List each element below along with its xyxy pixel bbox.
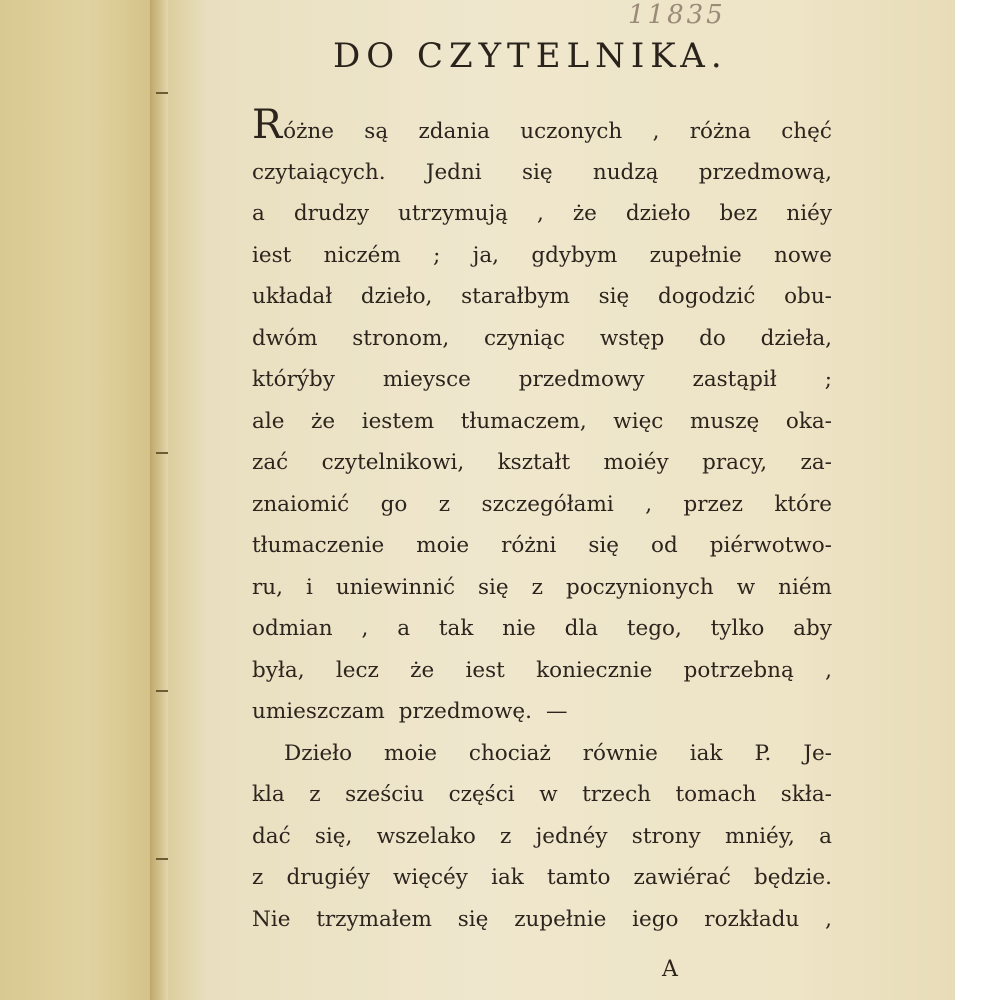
word: zać (252, 450, 289, 475)
word: będzie. (753, 865, 832, 890)
word: uniewinnić (335, 574, 456, 600)
word: dzieła, (760, 325, 832, 351)
text-line (252, 359, 832, 401)
word: części (448, 782, 515, 807)
word: skła- (780, 782, 832, 807)
word: w (539, 782, 558, 807)
text-line (252, 691, 832, 733)
word: ja, (472, 242, 499, 268)
word: lecz (335, 657, 379, 683)
text-line (252, 318, 832, 360)
word: z (500, 823, 512, 849)
word: obu- (784, 284, 832, 309)
word: , (652, 119, 660, 144)
word: dzieło, (360, 284, 433, 309)
word: się, (314, 823, 353, 849)
word: chociaż (468, 740, 551, 766)
text-line (252, 650, 832, 692)
word: aby (793, 616, 832, 641)
binding-mark (156, 690, 168, 692)
word: Jedni (425, 159, 482, 185)
word: którýby (252, 367, 335, 392)
word: niéy (786, 201, 832, 226)
word: w (736, 574, 756, 600)
word: z (252, 865, 264, 890)
background-margin (955, 0, 1000, 1000)
word: , (361, 616, 369, 641)
word: trzech (582, 782, 651, 807)
word: Różne (252, 102, 334, 148)
text-line (252, 401, 832, 443)
text-line (252, 733, 832, 775)
text-line (252, 442, 832, 484)
word: przedmową, (698, 159, 832, 185)
paragraph (252, 733, 832, 941)
word: uczonych (520, 119, 623, 144)
word: moie (416, 533, 470, 558)
word: tego, (626, 616, 682, 641)
word: się (521, 159, 553, 185)
text-line (252, 567, 832, 609)
binding-mark (156, 452, 168, 454)
word: utrzymują (397, 201, 508, 226)
catalog-number: 11835 (628, 0, 726, 30)
text-line (252, 484, 832, 526)
word: z (309, 782, 321, 807)
word: z (438, 491, 451, 517)
word: dwóm (252, 325, 318, 351)
word: P. (754, 740, 772, 766)
word: tak (438, 616, 474, 641)
word: zdania (418, 119, 490, 144)
text-line (252, 774, 832, 816)
word: dzieło (625, 201, 691, 226)
word: różna (689, 119, 751, 144)
text-line (252, 193, 832, 235)
word: koniecznie (536, 657, 653, 683)
text-line (252, 525, 832, 567)
word: przez (683, 491, 743, 517)
word: , (536, 201, 544, 226)
word: moie (384, 740, 437, 766)
word: za- (800, 450, 832, 475)
word: że (572, 201, 597, 226)
word: piérwotwo- (709, 533, 832, 558)
word: nudzą (592, 159, 659, 185)
word: Dzieło (284, 740, 353, 766)
word: kla (252, 782, 285, 807)
word: trzymałem (316, 906, 432, 932)
word: go (380, 491, 408, 517)
word: bez (719, 201, 758, 226)
text-line (252, 152, 832, 194)
word: dla (564, 616, 599, 641)
text-line (252, 276, 832, 318)
word: i (305, 574, 313, 600)
paragraph (252, 102, 832, 733)
word: wstęp (599, 325, 665, 351)
page-title: DO CZYTELNIKA. (333, 36, 728, 76)
word: poczynionych (565, 574, 714, 600)
word: sześciu (345, 782, 425, 807)
word: starałbym (461, 284, 570, 309)
word: drugiéy (286, 865, 370, 890)
drop-cap: R (252, 102, 283, 148)
word: że (311, 408, 336, 434)
word: nie (502, 616, 536, 641)
word: zupełnie (514, 906, 607, 932)
text-line (252, 816, 832, 858)
word: Je- (803, 740, 832, 766)
word: iest (252, 242, 292, 268)
word: , (825, 657, 832, 683)
word: więc (613, 408, 664, 434)
word: się (457, 906, 489, 932)
text-line (252, 608, 832, 650)
word: iego (632, 906, 679, 932)
word: zawiérać (633, 865, 731, 890)
word: szczegółami (481, 491, 614, 517)
word: — (545, 699, 568, 724)
text-line (252, 235, 832, 277)
word: więcéy (393, 865, 468, 890)
word: do (699, 325, 726, 351)
word: a (252, 201, 265, 226)
word: które (774, 491, 832, 517)
text-line (252, 857, 832, 899)
word: tłumaczenie (252, 533, 385, 558)
word: była, (252, 657, 305, 683)
word: a (819, 823, 832, 849)
word: ru, (252, 574, 283, 600)
word: a (397, 616, 411, 641)
word: tłumaczem, (460, 408, 587, 434)
word: tylko (710, 616, 765, 641)
word: gdybym (531, 242, 618, 268)
word: stronom, (352, 325, 450, 351)
binding-mark (156, 858, 168, 860)
word: strony (631, 823, 701, 849)
word: przedmowy (518, 367, 645, 392)
word: chęć (781, 119, 832, 144)
binding-mark (156, 92, 168, 94)
word: wszelako (376, 823, 476, 849)
word: niczém (323, 242, 401, 268)
word: jednéy (535, 823, 608, 849)
word: , (825, 906, 832, 932)
word: niém (778, 574, 832, 600)
word: przedmowę. (398, 699, 532, 724)
word: iest (465, 657, 505, 683)
word: mieysce (382, 367, 471, 392)
word: mniéy, (724, 823, 795, 849)
word: kształt (497, 450, 571, 475)
word: ; (824, 367, 832, 392)
word: się (478, 574, 509, 600)
word: oka- (785, 408, 832, 434)
word: od (651, 533, 678, 558)
word: iestem (361, 408, 435, 434)
word: iak (689, 740, 723, 766)
word: zastąpił (692, 367, 777, 392)
word: czytaiących. (252, 159, 386, 185)
word: muszę (689, 408, 760, 434)
word: się (588, 533, 620, 558)
word: odmian (252, 616, 333, 641)
word: tamto (546, 865, 611, 890)
word: nowe (774, 242, 832, 268)
word: równie (582, 740, 658, 766)
word: dać (252, 823, 291, 849)
signature-mark: A (662, 957, 678, 982)
word: dogodzić (657, 284, 756, 309)
word: różni (501, 533, 557, 558)
word: umieszczam (252, 699, 385, 724)
body-text (252, 102, 832, 940)
word: rozkładu (704, 906, 800, 932)
word: , (645, 491, 653, 517)
word: czytelnikowi, (321, 450, 465, 475)
left-page-edge (0, 0, 160, 1000)
word: z (531, 574, 543, 600)
text-line (252, 102, 832, 152)
word: tomach (675, 782, 757, 807)
word: ; (433, 242, 441, 268)
word: są (364, 119, 389, 144)
word: pracy, (702, 450, 768, 475)
word: iak (491, 865, 524, 890)
word: że (410, 657, 435, 683)
word: się (598, 284, 630, 309)
word: znaiomić (252, 491, 350, 517)
word: Nie (252, 906, 291, 932)
word: ale (252, 408, 285, 434)
word: czyniąc (483, 325, 566, 351)
word: potrzebną (683, 657, 794, 683)
word: układał (252, 284, 333, 309)
text-line (252, 899, 832, 941)
word: moiéy (603, 450, 669, 475)
word: drudzy (293, 201, 369, 226)
word: zupełnie (649, 242, 742, 268)
binding-marks (150, 0, 170, 1000)
